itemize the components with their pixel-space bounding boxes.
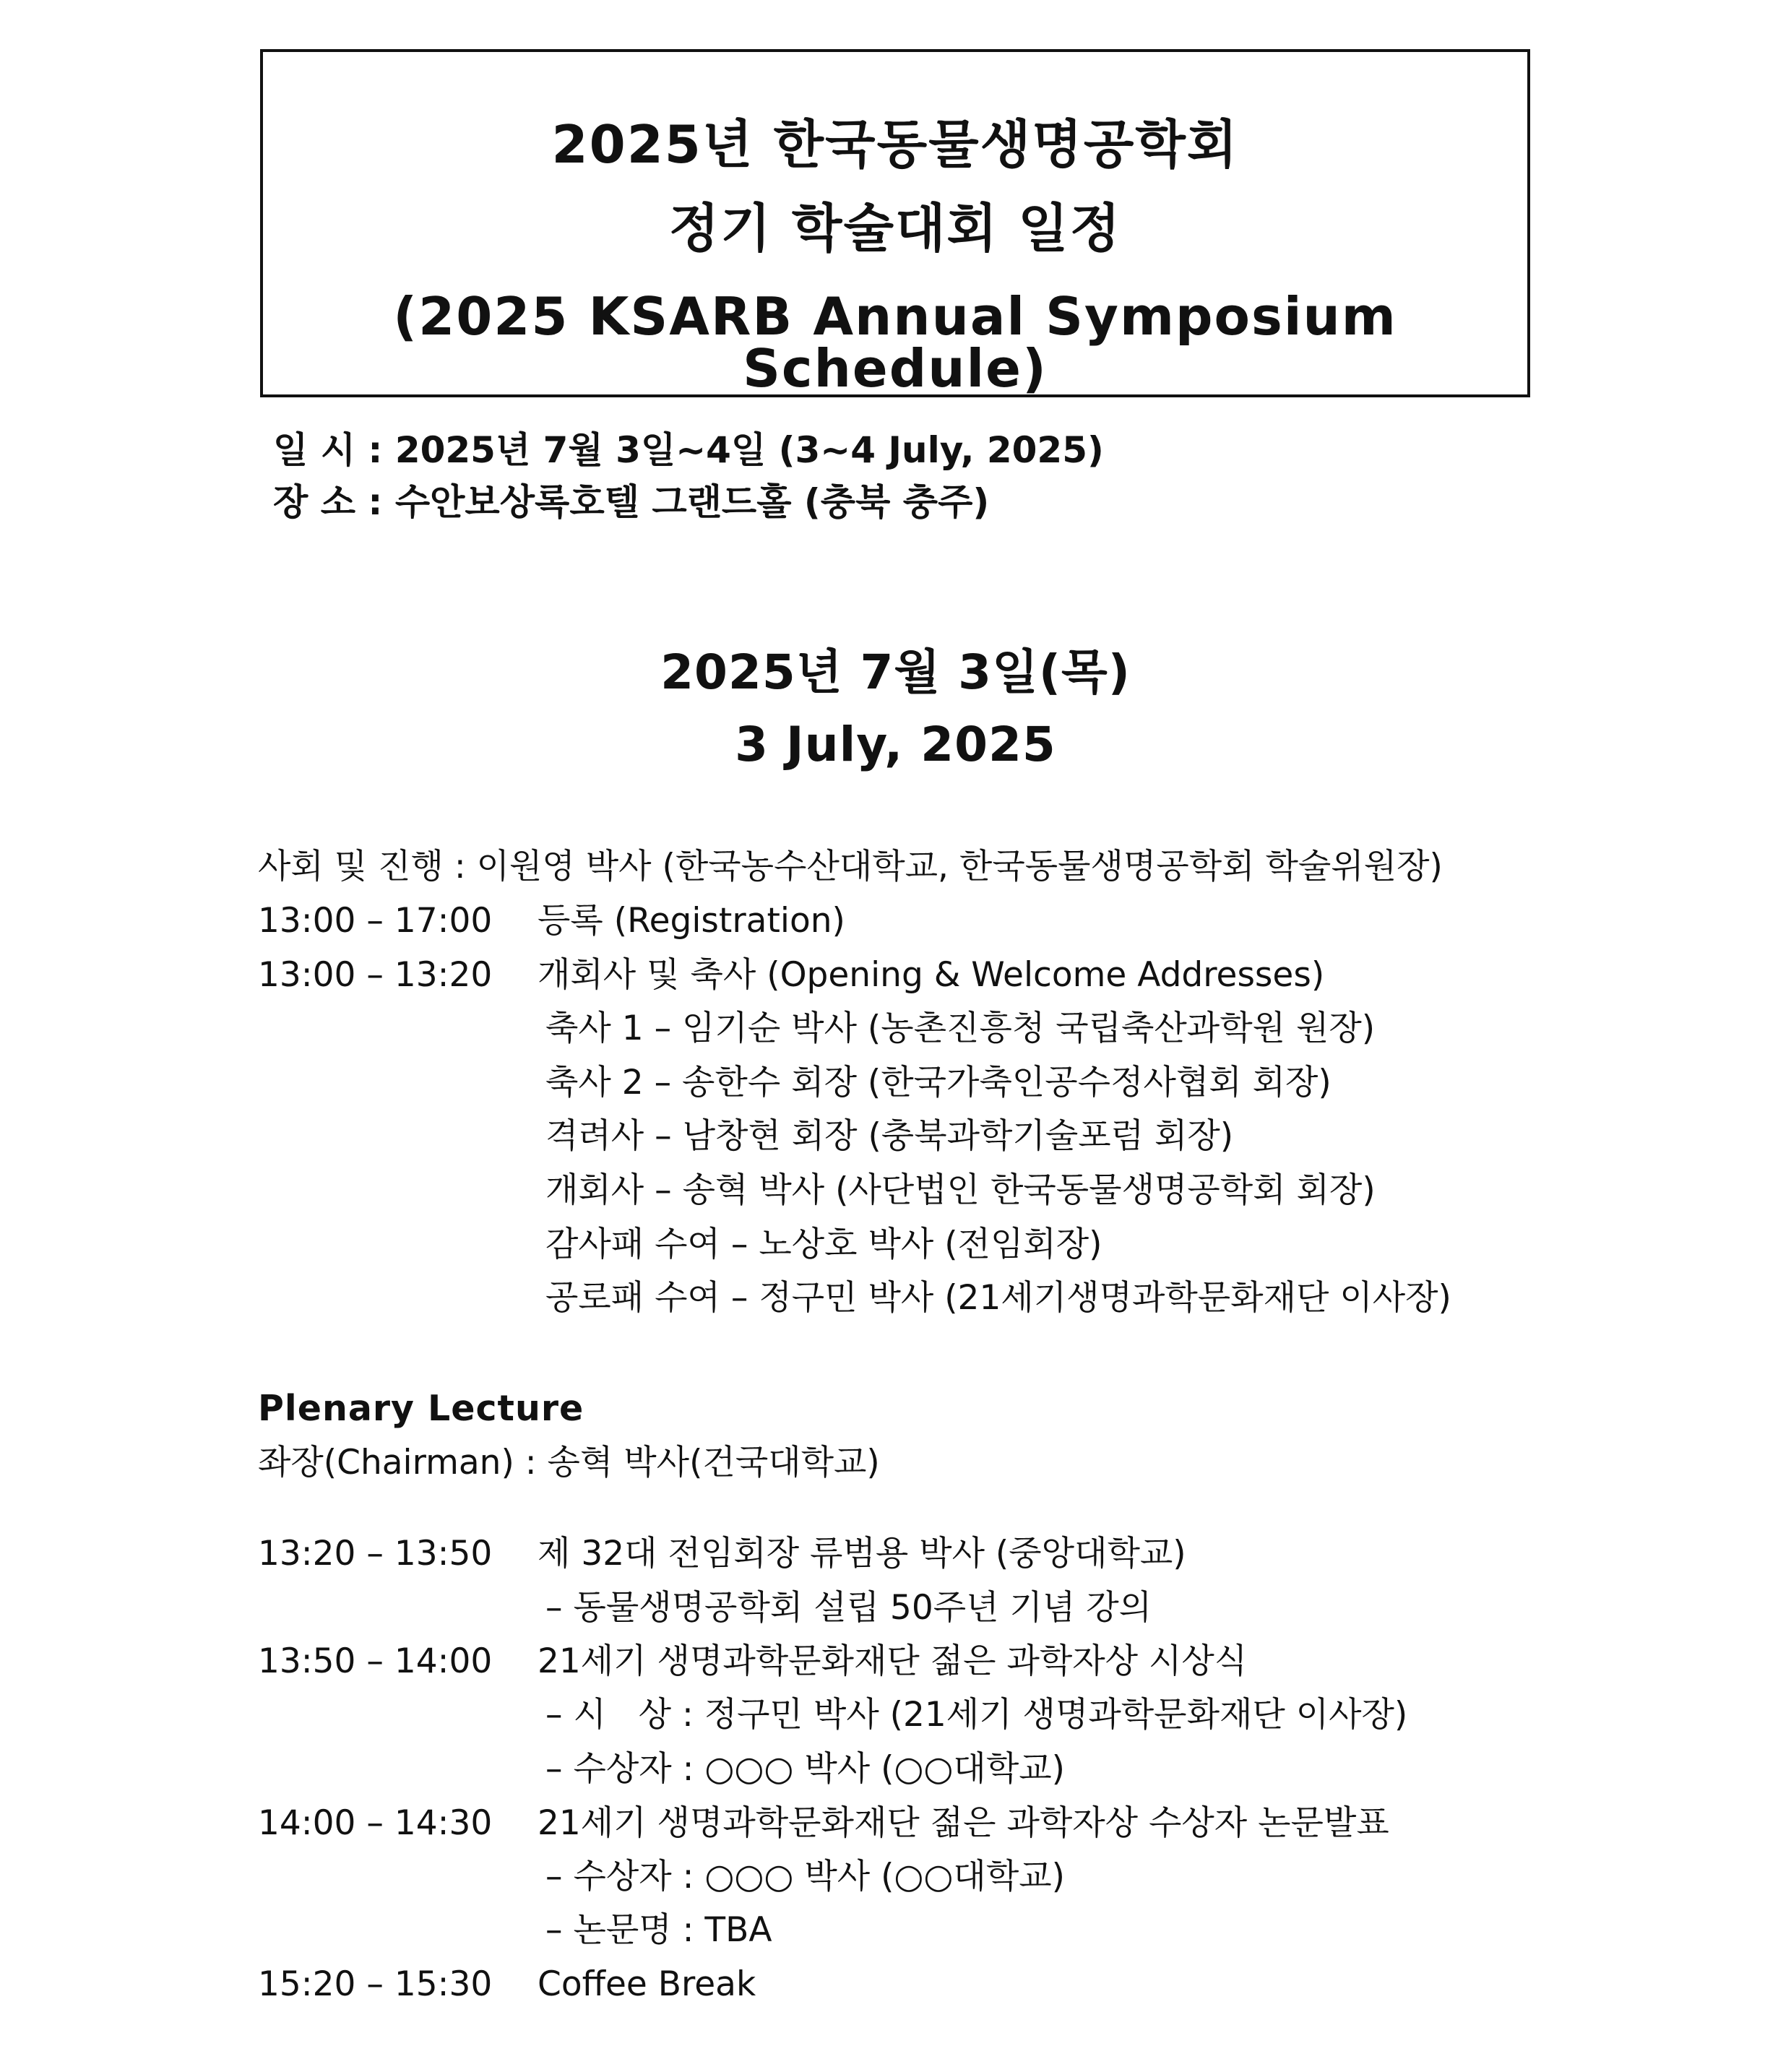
- schedule-time: 13:00 – 13:20: [258, 955, 493, 995]
- opening-detail-row: [258, 1063, 1558, 1109]
- schedule-text: 개회사 및 축사 (Opening & Welcome Addresses): [538, 955, 1325, 995]
- schedule-sub-row: [258, 1749, 1558, 1795]
- opening-detail-row: [258, 1116, 1558, 1162]
- schedule-sub-text: – 수상자 : ○○○ 박사 (○○대학교): [545, 1749, 1065, 1789]
- moderator-line: 사회 및 진행 : 이원영 박사 (한국농수산대학교, 한국동물생명공학회 학술위원장): [258, 847, 1443, 886]
- schedule-sub-text: – 시 상 : 정구민 박사 (21세기 생명과학문화재단 이사장): [545, 1695, 1408, 1735]
- schedule-sub-text: – 동물생명공학회 설립 50주년 기념 강의: [545, 1588, 1152, 1628]
- opening-detail-row: [258, 1227, 1558, 1271]
- opening-detail: 격려사 – 남창현 회장 (충북과학기술포럼 회장): [545, 1116, 1234, 1156]
- opening-detail: 축사 1 – 임기순 박사 (농촌진흥청 국립축산과학원 원장): [545, 1009, 1376, 1048]
- schedule-sub-row: [258, 1857, 1558, 1903]
- schedule-text: 제 32대 전임회장 류범용 박사 (중앙대학교): [538, 1534, 1186, 1574]
- schedule-time: 13:50 – 14:00: [258, 1641, 493, 1681]
- schedule-sub-row: [258, 1695, 1558, 1741]
- schedule-row: [258, 955, 1558, 1001]
- schedule-sub-text: – 논문명 : TBA: [545, 1910, 772, 1950]
- schedule-time: 13:00 – 17:00: [258, 901, 493, 941]
- opening-detail-row: [258, 1278, 1558, 1324]
- schedule-time: 15:20 – 15:30: [258, 1964, 493, 2004]
- schedule-row: [258, 1964, 1558, 2011]
- title-society: 2025년 한국동물생명공학회: [551, 114, 1239, 175]
- schedule-sub-row: [258, 1910, 1558, 1956]
- schedule-text: Coffee Break: [538, 1964, 756, 2004]
- schedule-time: 13:20 – 13:50: [258, 1534, 493, 1574]
- event-date: 일 시 : 2025년 7월 3일~4일 (3~4 July, 2025): [273, 429, 1104, 471]
- schedule-text: 21세기 생명과학문화재단 젊은 과학자상 수상자 논문발표: [538, 1803, 1389, 1843]
- event-venue: 장 소 : 수안보상록호텔 그랜드홀 (충북 충주): [273, 481, 990, 523]
- title-event: 정기 학술대회 일정: [668, 198, 1122, 259]
- opening-detail: 공로패 수여 – 정구민 박사 (21세기생명과학문화재단 이사장): [545, 1278, 1451, 1318]
- opening-detail: 감사패 수여 – 노상호 박사 (전임회장): [545, 1225, 1102, 1264]
- plenary-heading: Plenary Lecture: [258, 1388, 584, 1429]
- opening-detail-row: [258, 1011, 1558, 1055]
- schedule-sub-text: – 수상자 : ○○○ 박사 (○○대학교): [545, 1857, 1065, 1896]
- schedule-row: [258, 1803, 1558, 1849]
- title-box: [260, 49, 1530, 397]
- day-date-english: 3 July, 2025: [735, 717, 1056, 772]
- schedule-row: [258, 1641, 1558, 1688]
- opening-detail: 축사 2 – 송한수 회장 (한국가축인공수정사협회 회장): [545, 1063, 1332, 1102]
- day-date-korean: 2025년 7월 3일(목): [660, 644, 1131, 700]
- schedule-time: 14:00 – 14:30: [258, 1803, 493, 1843]
- opening-detail-row: [258, 1170, 1558, 1217]
- schedule-text: 21세기 생명과학문화재단 젊은 과학자상 시상식: [538, 1641, 1248, 1681]
- plenary-chairman: 좌장(Chairman) : 송혁 박사(건국대학교): [258, 1443, 880, 1482]
- schedule-row: [258, 1534, 1558, 1580]
- title-english: (2025 KSARB Annual Symposium Schedule): [393, 286, 1397, 399]
- schedule-row: [258, 901, 1558, 947]
- opening-detail: 개회사 – 송혁 박사 (사단법인 한국동물생명공학회 회장): [545, 1170, 1376, 1210]
- schedule-sub-row: [258, 1588, 1558, 1634]
- schedule-text: 등록 (Registration): [538, 901, 845, 941]
